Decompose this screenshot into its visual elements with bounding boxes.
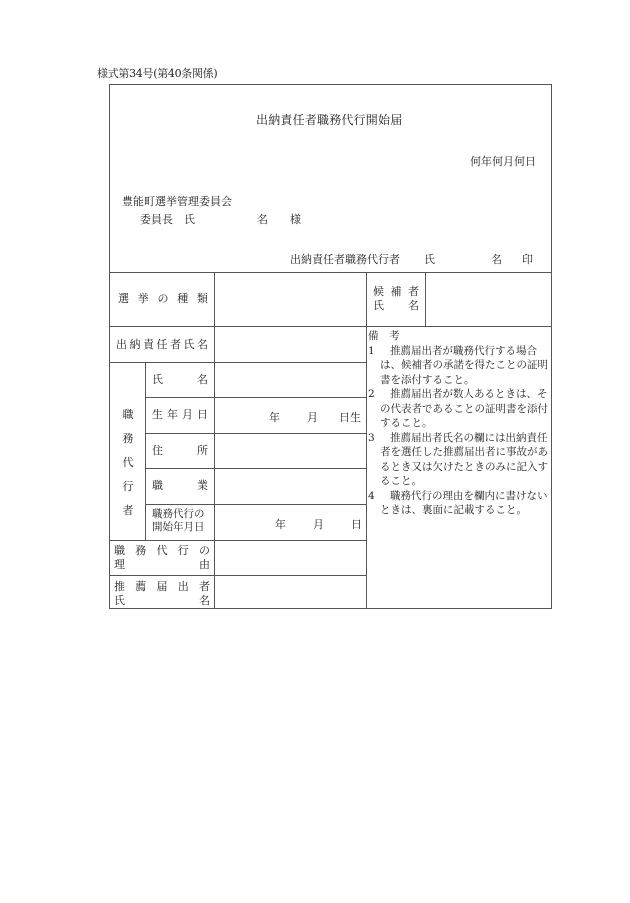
applicant-name-label: 名 <box>491 253 502 266</box>
note-item: 4 職務代行の理由を欄内に書けないときは、裏面に記載すること。 <box>368 489 548 516</box>
proxy-start-date-field[interactable]: 年 月 日 <box>275 518 362 531</box>
proxy-name-field[interactable] <box>215 363 365 397</box>
election-type-field[interactable] <box>215 273 365 326</box>
applicant-surname-label: 氏 <box>424 253 435 266</box>
reason-field[interactable] <box>215 541 365 575</box>
candidate-name-label: 候 補 者 氏 名 <box>373 285 419 312</box>
note-item: 1 推薦届出者が職務代行する場合は、候補者の承諾を得たことの証明書を添付すること。 <box>368 344 548 386</box>
proxy-group-label: 職 務 代 行 者 <box>122 408 134 517</box>
proxy-address-label: 住 所 <box>152 444 208 457</box>
election-type-label: 選 挙 の 種 類 <box>118 292 208 305</box>
proxy-occupation-field[interactable] <box>215 469 365 504</box>
proxy-start-date-label: 職務代行の 開始年月日 <box>152 508 205 533</box>
treasurer-name-label: 出 納 責 任 者 氏 名 <box>116 338 208 351</box>
proxy-birthdate-field[interactable]: 年 月 日生 <box>269 411 361 424</box>
chair-prefix: 委員長 氏 <box>140 213 195 226</box>
proxy-birthdate-label: 生 年 月 日 <box>152 408 208 421</box>
proxy-address-field[interactable] <box>215 434 365 468</box>
applicant-role: 出納責任者職務代行者 <box>290 253 400 266</box>
proxy-occupation-label: 職 業 <box>152 479 208 492</box>
form-frame <box>109 84 552 609</box>
treasurer-name-field[interactable] <box>215 327 365 362</box>
reason-label: 職 務 代 行 の 理 由 <box>114 544 210 571</box>
note-item: 3 推薦届出者氏名の欄には出納責任者を選任した推薦届出者に事故があるとき又は欠けたときのみに記入すること。 <box>368 431 548 487</box>
honorific: 様 <box>290 213 301 226</box>
recommender-name-label: 推 薦 届 出 者 氏 名 <box>114 580 210 607</box>
chair-name-suffix: 名 <box>257 213 268 226</box>
notes-heading: 備 考 <box>368 330 400 342</box>
addressee-chair <box>140 211 301 227</box>
form-number: 様式第34号(第40条関係) <box>97 67 218 80</box>
candidate-name-field[interactable] <box>426 273 552 326</box>
proxy-name-label: 氏 名 <box>152 373 208 386</box>
notes-section <box>368 329 550 518</box>
recommender-name-field[interactable] <box>215 576 365 609</box>
applicant-line <box>290 251 533 267</box>
seal-mark: 印 <box>522 253 533 266</box>
note-item: 2 推薦届出者が数人あるときは、その代表者であることの証明書を添付すること。 <box>368 388 548 429</box>
col-divider-notes <box>366 272 367 609</box>
submission-date: 何年何月何日 <box>470 155 536 168</box>
col-divider-proxy <box>145 362 146 540</box>
addressee-organization: 豊能町選挙管理委員会 <box>122 195 232 208</box>
form-title: 出納責任者職務代行開始届 <box>256 113 403 127</box>
